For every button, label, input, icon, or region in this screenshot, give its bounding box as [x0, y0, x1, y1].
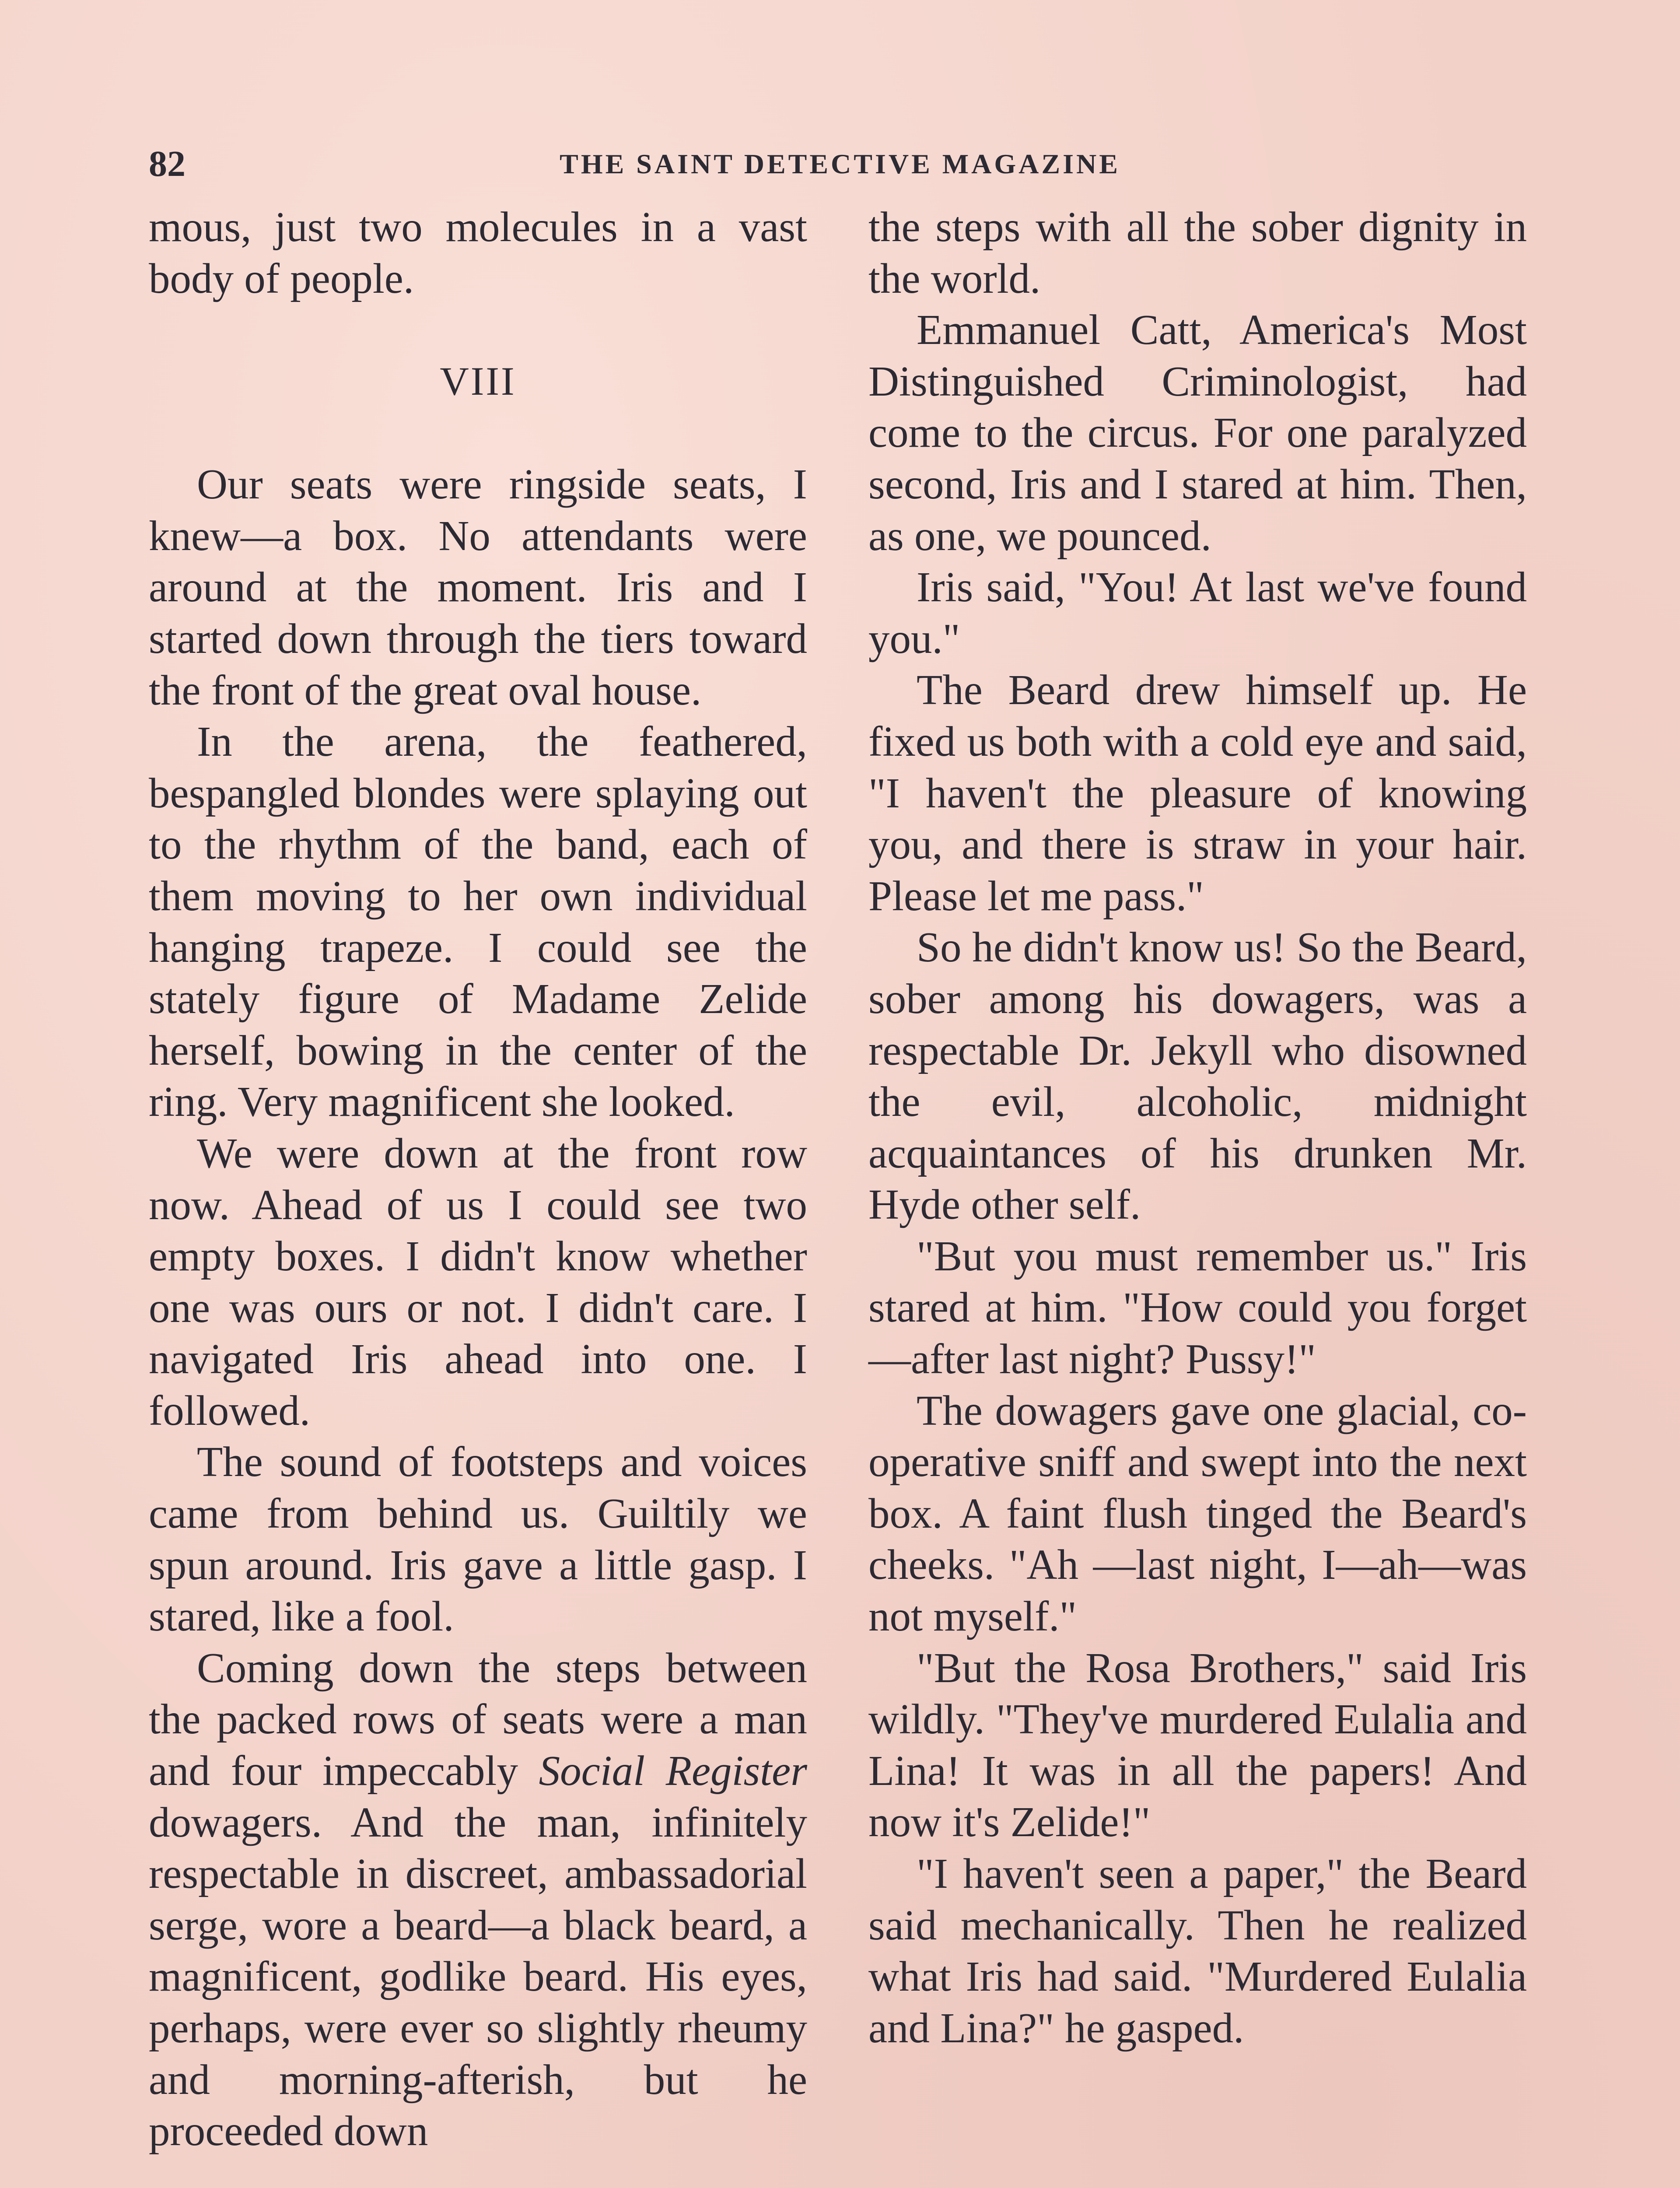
- paragraph: Emmanuel Catt, America's Most Distinguished Criminologist, had come to the circus. For one paralyzed second, Iris and I stared at him. Then, as one, we pounced.: [868, 306, 1527, 559]
- paragraph: "But you must remember us." Iris stared at him. "How could you forget—after last night? Pussy!": [868, 1232, 1527, 1383]
- paragraph: The sound of footsteps and voices came from behind us. Guiltily we spun around. Iris gave a little gasp. I stared, like a fool.: [149, 1438, 807, 1640]
- paragraph-text-start: Coming down the steps between the packed rows of seats were a man and four impeccably: [149, 1644, 807, 1795]
- paragraph: the steps with all the sober dignity in the world.: [868, 203, 1527, 302]
- italic-title: Social Register: [539, 1747, 807, 1795]
- paragraph-text-end: dowagers. And the man, infinitely respectable in discreet, ambassadorial serge, wore a beard—a black beard, a magnificent, godlike beard. His eyes, perhaps, were ever so slightly rheumy and morning-afterish, but he proceeded down: [149, 1799, 807, 2155]
- paragraph: The dowagers gave one glacial, co-operative sniff and swept into the next box. A faint flush tinged the Beard's cheeks. "Ah —last night, I—ah—was not myself.": [868, 1387, 1527, 1640]
- paragraph: "But the Rosa Brothers," said Iris wildly. "They've murdered Eulalia and Lina! It was in all the papers! And now it's Zelide!": [868, 1644, 1527, 1846]
- left-column: [149, 201, 807, 2157]
- paragraph: We were down at the front row now. Ahead of us I could see two empty boxes. I didn't know whether one was ours or not. I didn't care. I navigated Iris ahead into one. I followed.: [149, 1129, 807, 1434]
- paragraph: So he didn't know us! So the Beard, sober among his dowagers, was a respectable Dr. Jekyll who disowned the evil, alcoholic, midnight acquaintances of his drunken Mr. Hyde other self.: [868, 924, 1527, 1228]
- magazine-title: THE SAINT DETECTIVE MAGAZINE: [560, 148, 1120, 179]
- paragraph: "I haven't seen a paper," the Beard said mechanically. Then he realized what Iris had said. "Murdered Eulalia and Lina?" he gasped.: [868, 1850, 1527, 2051]
- section-heading: VIII: [440, 359, 516, 404]
- paragraph: In the arena, the feathered, bespangled blondes were splaying out to the rhythm of the band, each of them moving to her own individual hanging trapeze. I could see the stately figure of Madame Zelide herself, bowing in the center of the ring. Very magnificent she looked.: [149, 718, 807, 1126]
- paragraph: Our seats were ringside seats, I knew—a box. No attendants were around at the moment. Iris and I started down through the tiers toward the front of the great oval house.: [149, 461, 807, 714]
- paragraph: The Beard drew himself up. He fixed us both with a cold eye and said, "I haven't the pleasure of knowing you, and there is straw in your hair. Please let me pass.": [868, 666, 1527, 919]
- paragraph: [149, 1642, 807, 2157]
- page-number: 82: [149, 144, 186, 184]
- running-head: [149, 131, 1531, 197]
- paragraph: Iris said, "You! At last we've found you.": [868, 564, 1527, 662]
- right-column: [868, 201, 1527, 2054]
- paragraph: mous, just two molecules in a vast body of people.: [149, 203, 807, 302]
